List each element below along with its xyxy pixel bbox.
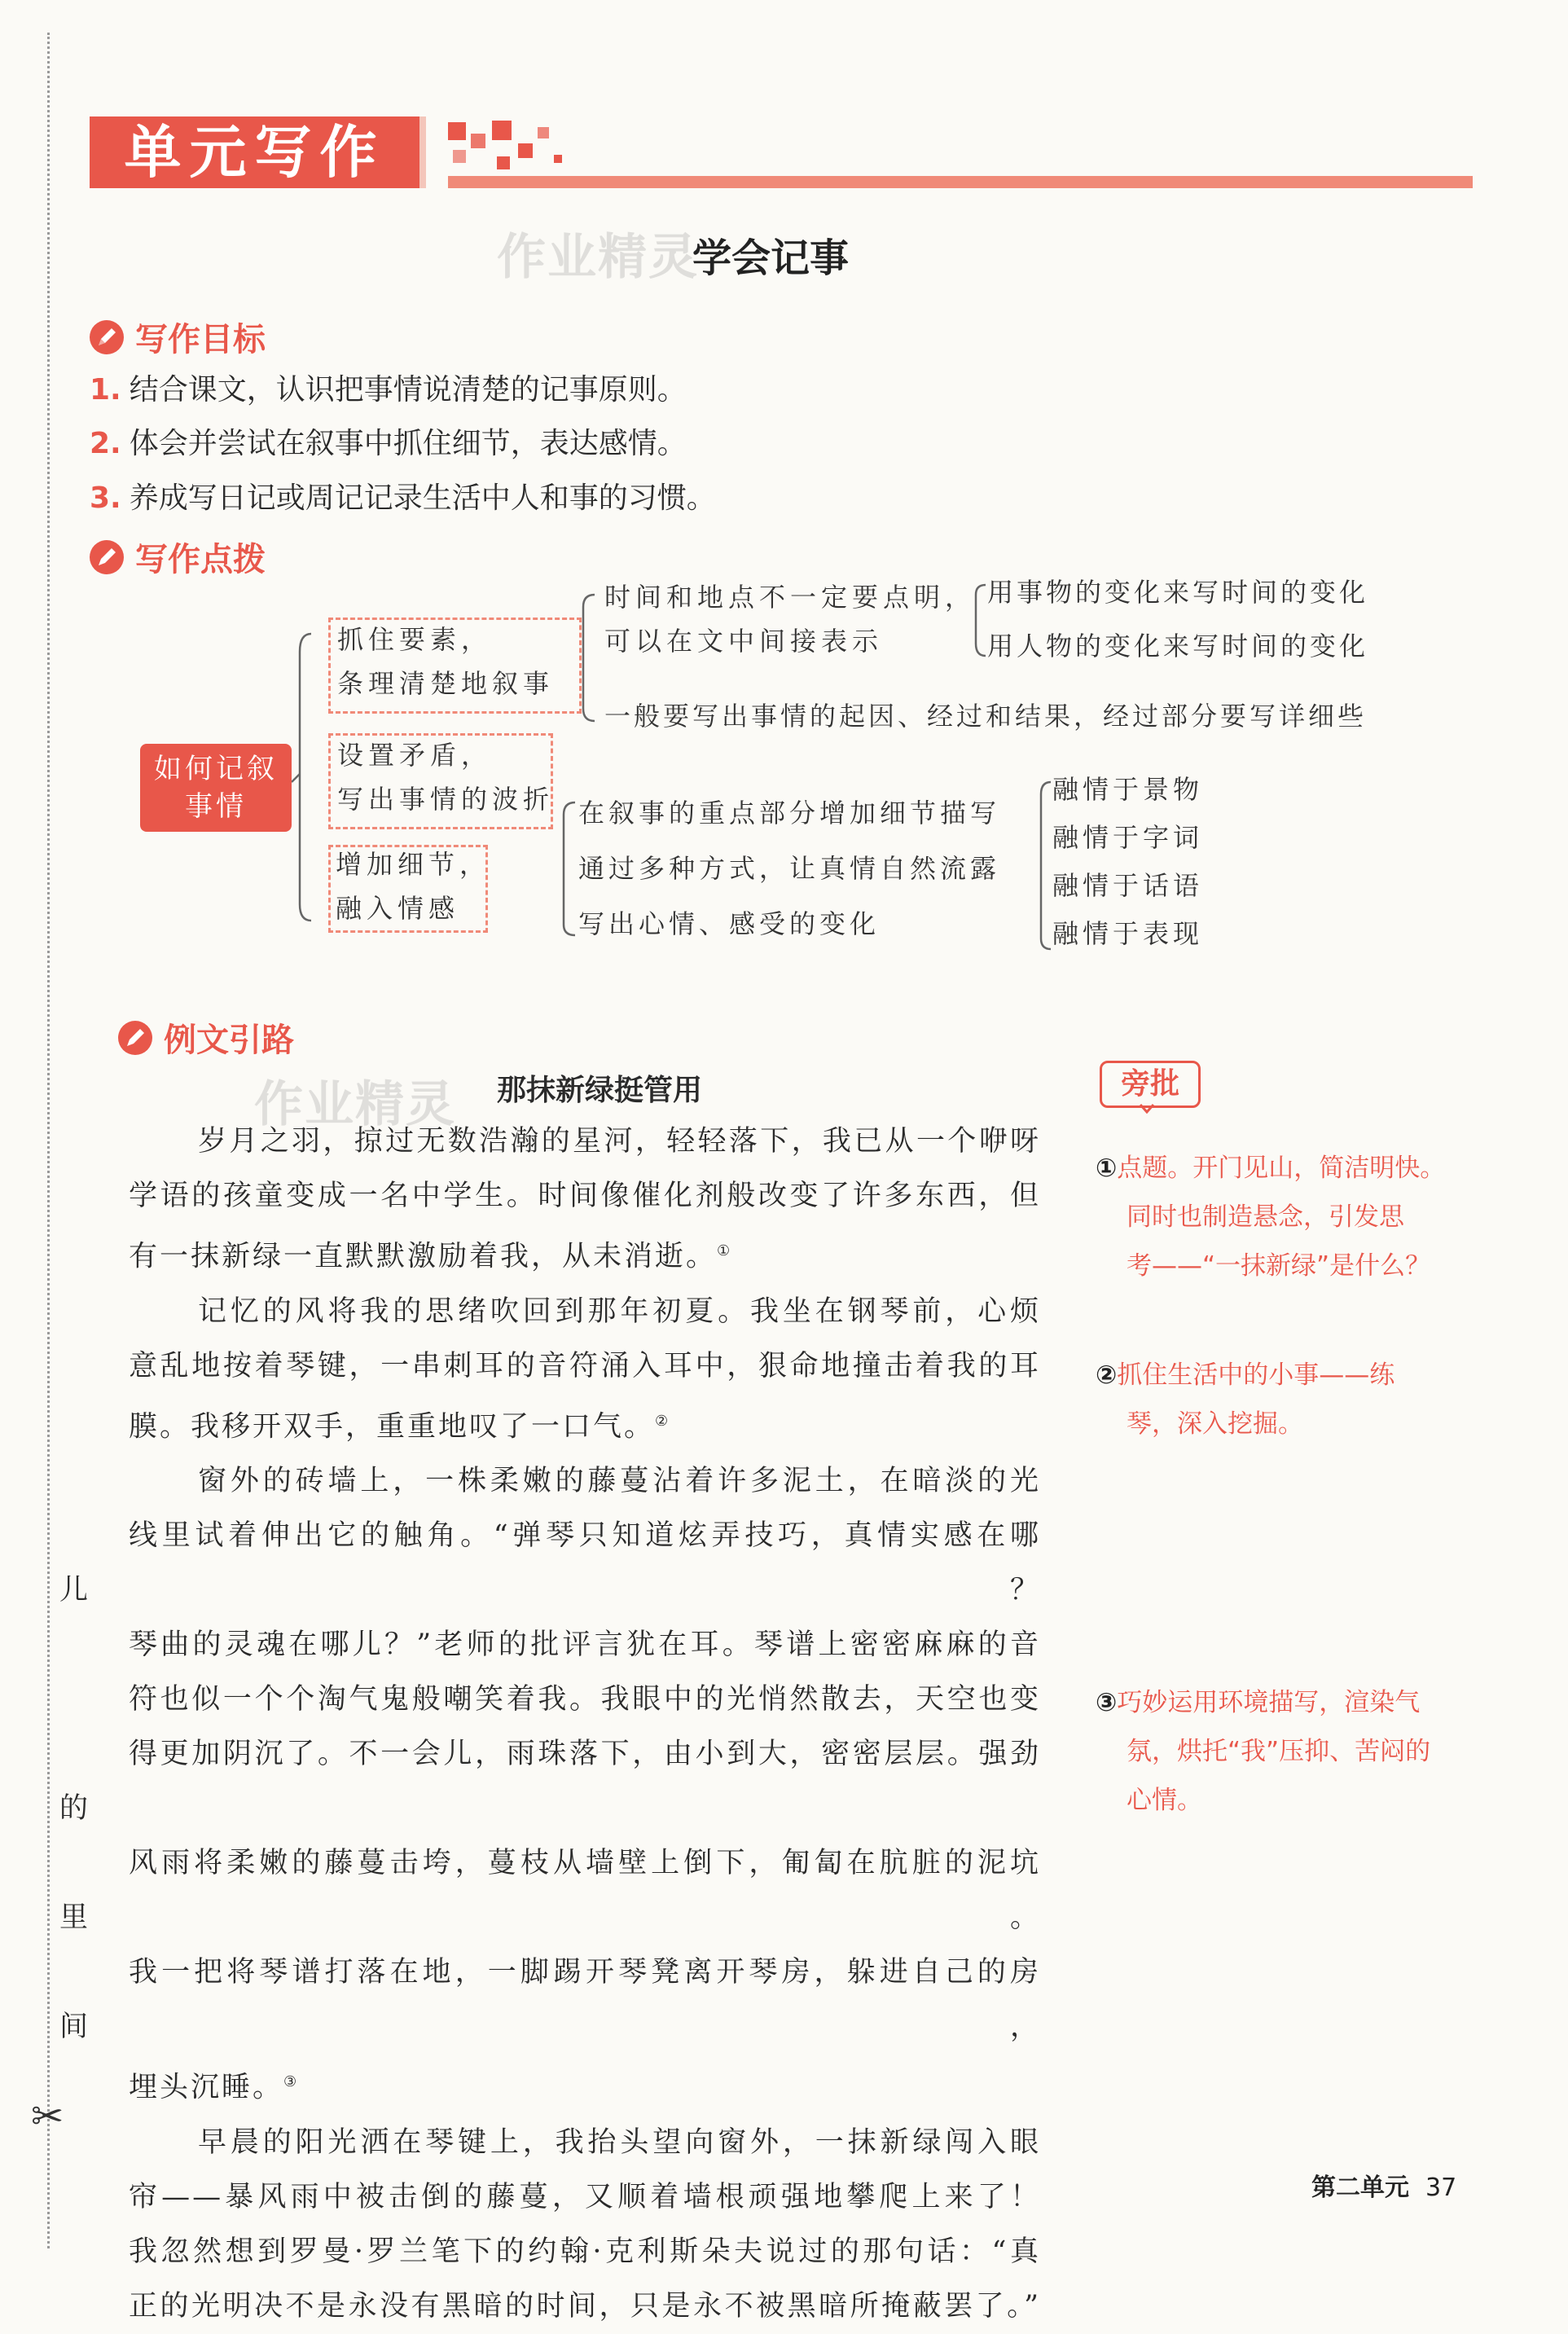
- side-note: ①点题。开门见山，简洁明快。 同时也制造悬念，引发思 考——“一抹新绿”是什么？: [1096, 1154, 1446, 1281]
- note-marker: ②: [655, 1412, 671, 1430]
- branch1-leaves: 用事物的变化来写时间的变化 用人物的变化来写时间的变化: [987, 577, 1369, 662]
- scissors-icon: ✂: [31, 2094, 64, 2139]
- tips-heading-text: 写作点拨: [135, 541, 266, 578]
- note-marker: ③: [283, 2073, 300, 2091]
- goal-item: 1. 结合课文，认识把事情说清楚的记事原则。: [90, 373, 687, 407]
- unit-banner: 单元写作: [90, 116, 426, 188]
- note-marker: ①: [717, 1242, 733, 1259]
- branch3-subs: 在叙事的重点部分增加细节描写 通过多种方式，让真情自然流露 写出心情、感受的变化: [578, 798, 1001, 939]
- essay-body: [59, 1114, 1041, 2334]
- page-number: 37: [1425, 2174, 1457, 2202]
- side-note: ②抓住生活中的小事——练 琴，深入挖掘。: [1096, 1360, 1395, 1439]
- branch1-label: 抓住要素， 条理清楚地叙事: [337, 624, 555, 699]
- chevron-down-icon: [1139, 1103, 1155, 1114]
- watermark: 作业精灵: [254, 1076, 456, 1133]
- goals-heading-text: 写作目标: [135, 321, 266, 358]
- goal-item: 3. 养成写日记或周记记录生活中人和事的习惯。: [90, 481, 716, 515]
- goal-item: 2. 体会并尝试在叙事中抓住细节，表达感情。: [90, 427, 687, 460]
- watermark: 作业精灵: [497, 229, 699, 286]
- unit-label: 第二单元: [1311, 2174, 1409, 2202]
- side-note: ③巧妙运用环境描写，渲染气 氛，烘托“我”压抑、苦闷的 心情。: [1096, 1688, 1431, 1815]
- branch2-label: 设置矛盾， 写出事情的波折: [337, 740, 555, 815]
- branch3-label: 增加细节， 融入情感: [336, 849, 491, 924]
- pen-icon: [118, 1021, 152, 1055]
- essay-paragraph: 记忆的风将我的思绪吹回到那年初夏。我坐在钢琴前，心烦 意乱地按着琴键，一串刺耳的音符涌入耳中，狠命地撞击着我的耳 膜。我移开双手，重重地叹了一口气。②: [129, 1294, 1041, 1444]
- example-heading: [118, 1014, 294, 1061]
- essay-paragraph: 早晨的阳光洒在琴键上，我抬头望向窗外，一抹新绿闯入眼 帘——暴风雨中被击倒的藤蔓，又顺着墙根顽强地攀爬上来了！ 我忽然想到罗曼·罗兰笔下的约翰·克利斯朵夫说过的那句话：“真 正的光明决不是永没有黑暗的时间，只是永不被黑暗所掩蔽罢了。”: [129, 2125, 1041, 2323]
- essay-paragraph: 岁月之羽，掠过无数浩瀚的星河，轻轻落下，我已从一个咿呀 学语的孩童变成一名中学生。时间像催化剂般改变了许多东西，但 有一抹新绿一直默默激励着我，从未消逝。①: [129, 1125, 1041, 1273]
- essay-paragraph: 窗外的砖墙上，一株柔嫩的藤蔓沾着许多泥土，在暗淡的光 线里试着伸出它的触角。“弹琴只知道炫弄技巧，真情实感在哪儿？ 琴曲的灵魂在哪儿？”老师的批评言犹在耳。琴谱上密密麻麻的音 符也似一个个淘气鬼般嘲笑着我。我眼中的光悄然散去，天空也变 得更加阴沉了。不一会儿，雨珠落下，由小到大，密密层层。强劲的 风雨将柔嫩的藤蔓击垮，蔓枝从墙壁上倒下，匍匐在肮脏的泥坑里。 我一把将琴谱打落在地，一脚踢开琴凳离开琴房，躲进自己的房间， 埋头沉睡。③: [59, 1465, 1041, 2104]
- example-heading-text: 例文引路: [164, 1022, 294, 1059]
- page-footer: [1311, 2167, 1456, 2203]
- mindmap-root: 如何记叙事情: [140, 744, 292, 832]
- branch1-sub2: 一般要写出事情的起因、经过和结果，经过部分要写详细些: [604, 701, 1368, 732]
- branch3-leaves: 融情于景物 融情于字词 融情于话语 融情于表现: [1052, 774, 1204, 949]
- side-notes-heading: 旁批: [1100, 1061, 1201, 1108]
- essay-title: 那抹新绿挺管用: [497, 1073, 703, 1107]
- page-subtitle: 学会记事: [692, 235, 850, 281]
- branch1-sub1: 时间和地点不一定要点明， 可以在文中间接表示: [604, 582, 977, 657]
